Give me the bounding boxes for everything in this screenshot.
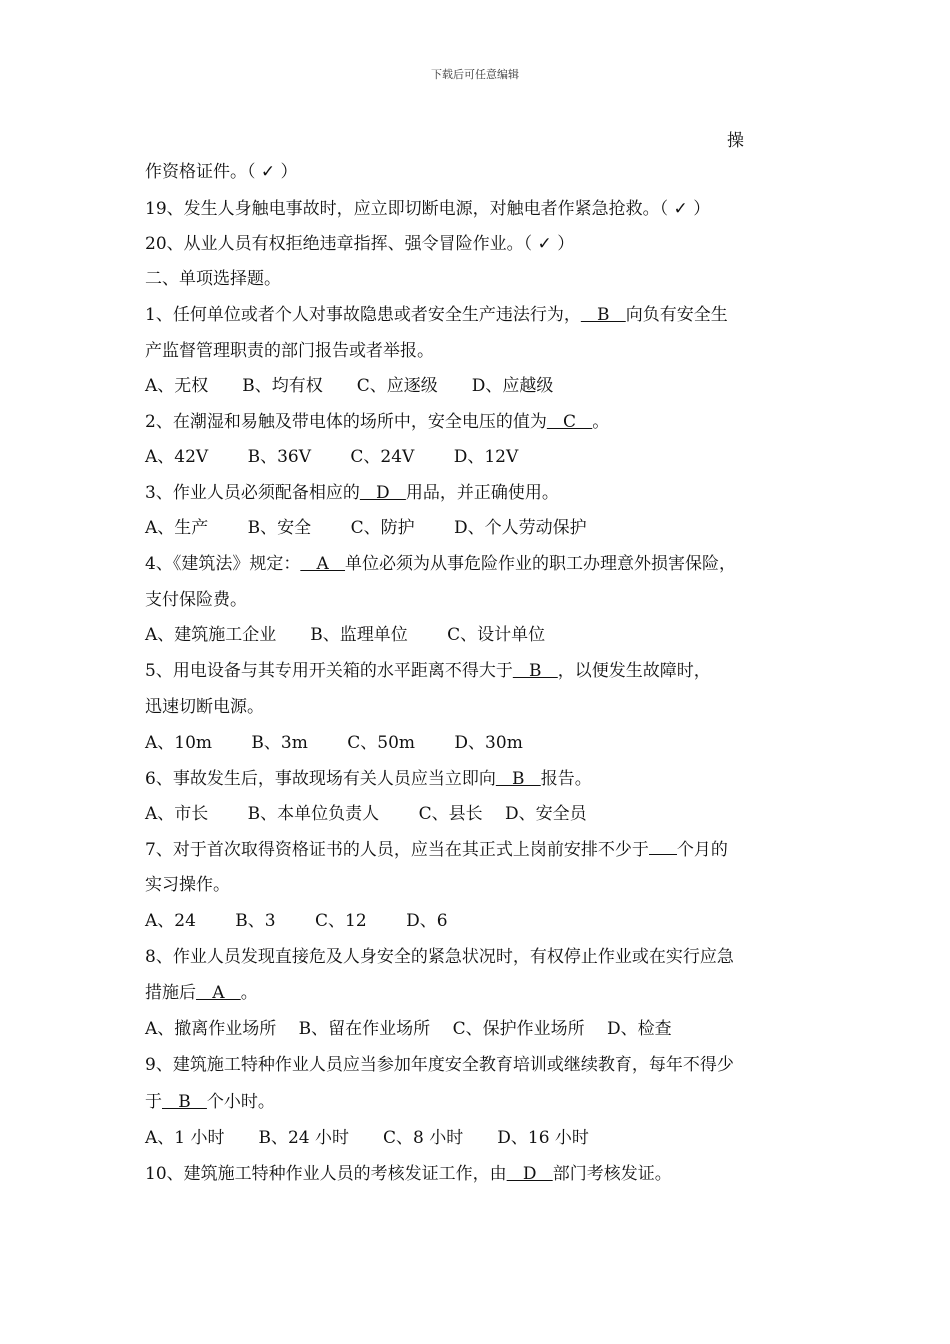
line-text: 9、建筑施工特种作业人员应当参加年度安全教育培训或继续教育，每年不得少: [145, 1055, 734, 1075]
continued-word-fragment: 操: [727, 131, 744, 151]
line-tail: ）: [275, 162, 298, 182]
answer-blank: B: [512, 661, 558, 681]
text-line: [145, 340, 434, 362]
text-line: [145, 624, 545, 646]
line-text: 二、单项选择题。: [145, 269, 281, 289]
answer-blank: D: [359, 483, 406, 503]
text-line: [145, 1163, 672, 1185]
text-line: [145, 375, 553, 397]
text-line: [145, 304, 728, 326]
line-tail: ）: [687, 199, 711, 219]
answer-blank: B: [162, 1092, 207, 1112]
text-line: [145, 732, 523, 754]
check-mark-icon: ✓: [537, 234, 552, 254]
text-line: [145, 660, 711, 682]
question-text-continued: 单位必须为从事危险作业的职工办理意外损害保险，: [345, 554, 737, 574]
line-text: 8、作业人员发现直接危及人身安全的紧急状况时，有权停止作业或在实行应急: [145, 947, 734, 967]
question-text: 6、事故发生后，事故现场有关人员应当立即向: [145, 769, 496, 789]
question-text-continued: 部门考核发证。: [552, 1164, 672, 1184]
text-line: [145, 589, 247, 611]
text-line: [145, 696, 264, 718]
line-text: 迅速切断电源。: [145, 697, 264, 717]
question-text-continued: 个小时。: [206, 1092, 275, 1112]
question-text: 4、《建筑法》规定：: [145, 554, 301, 574]
line-text: 20、从业人员有权拒绝违章指挥、强令冒险作业。（: [145, 234, 538, 254]
line-text: A、撤离作业场所 B、留在作业场所 C、保护作业场所 D、检查: [145, 1019, 672, 1039]
page-header: 下载后可任意编辑: [431, 68, 519, 81]
line-text: A、无权 B、均有权 C、应逐级 D、应越级: [145, 376, 554, 396]
empty-answer-blank: [649, 840, 677, 855]
line-text: 19、发生人身触电事故时，应立即切断电源，对触电者作紧急抢救。（: [145, 199, 674, 219]
question-text-continued: 。: [240, 983, 258, 1003]
question-text-continued: 用品，并正确使用。: [405, 483, 559, 503]
line-text: A、10m B、3m C、50m D、30m: [145, 733, 523, 753]
text-line: [145, 839, 728, 861]
question-text: 3、作业人员必须配备相应的: [145, 483, 360, 503]
question-text: 5、用电设备与其专用开关箱的水平距离不得大于: [145, 661, 513, 681]
text-line: [145, 411, 609, 433]
question-text: 10、建筑施工特种作业人员的考核发证工作，由: [145, 1164, 507, 1184]
text-line: [145, 874, 230, 896]
text-line: [145, 1018, 672, 1040]
line-text: 支付保险费。: [145, 590, 247, 610]
question-text-continued: 个月的: [676, 840, 728, 860]
text-line: [145, 1054, 734, 1076]
answer-blank: B: [580, 305, 626, 325]
text-line: [145, 553, 736, 575]
question-text: 7、对于首次取得资格证书的人员，应当在其正式上岗前安排不少于: [145, 840, 649, 860]
text-line: [145, 1127, 589, 1149]
text-line: [145, 233, 574, 255]
question-text-continued: 向负有安全生: [625, 305, 728, 325]
text-line: [145, 803, 587, 825]
check-mark-icon: ✓: [673, 199, 688, 219]
line-text: 实习操作。: [145, 875, 230, 895]
line-text: A、建筑施工企业 B、监理单位 C、设计单位: [145, 625, 546, 645]
question-text-continued: 。: [592, 412, 610, 432]
text-line: [145, 198, 710, 220]
text-line: [145, 1091, 275, 1113]
text-line: [145, 161, 298, 183]
question-text: 2、在潮湿和易触及带电体的场所中，安全电压的值为: [145, 412, 547, 432]
line-text: 产监督管理职责的部门报告或者举报。: [145, 341, 434, 361]
answer-blank: C: [546, 412, 593, 432]
text-line: [145, 446, 518, 468]
answer-blank: A: [196, 983, 241, 1003]
text-line: [145, 946, 734, 968]
line-text: A、24 B、3 C、12 D、6: [145, 911, 448, 931]
question-text: 于: [145, 1092, 162, 1112]
line-text: 作资格证件。（: [145, 162, 261, 182]
line-tail: ）: [551, 234, 575, 254]
answer-blank: B: [495, 769, 541, 789]
answer-blank: A: [300, 554, 346, 574]
question-text: 措施后: [145, 983, 196, 1003]
text-line: [145, 768, 592, 790]
line-text: A、生产 B、安全 C、防护 D、个人劳动保护: [145, 518, 587, 538]
question-text-continued: 报告。: [540, 769, 592, 789]
text-line: [145, 982, 258, 1004]
text-line: [145, 482, 559, 504]
line-text: A、1 小时 B、24 小时 C、8 小时 D、16 小时: [145, 1128, 589, 1148]
text-line: [145, 910, 448, 932]
check-mark-icon: ✓: [260, 162, 276, 182]
question-text: 1、任何单位或者个人对事故隐患或者安全生产违法行为，: [145, 305, 581, 325]
answer-blank: D: [506, 1164, 553, 1184]
line-text: A、市长 B、本单位负责人 C、县长 D、安全员: [145, 804, 587, 824]
line-text: A、42V B、36V C、24V D、12V: [145, 447, 519, 467]
question-text-continued: ，以便发生故障时，: [557, 661, 711, 681]
text-line: [145, 268, 281, 290]
text-line: [145, 517, 587, 539]
